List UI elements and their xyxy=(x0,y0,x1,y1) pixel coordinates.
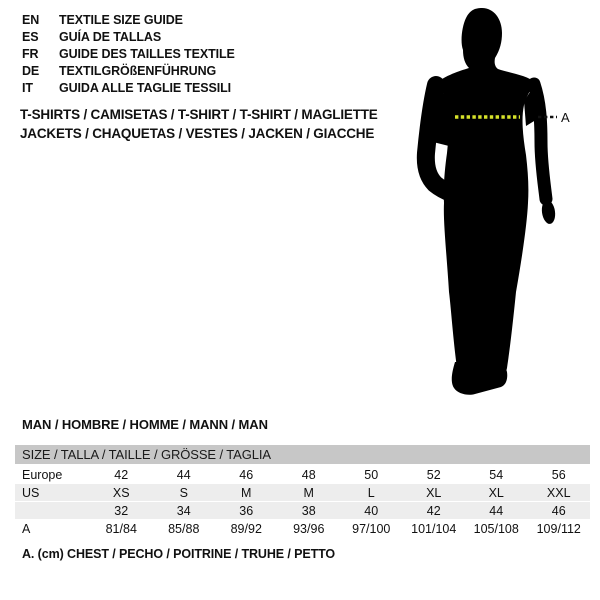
row-values xyxy=(90,522,590,536)
row-values xyxy=(90,486,590,500)
table-cell: 46 xyxy=(239,467,254,482)
language-row xyxy=(22,11,235,28)
table-cell: 40 xyxy=(364,503,379,518)
table-cell: 101/104 xyxy=(411,521,457,536)
measurement-footnote: A. (cm) CHEST / PECHO / POITRINE / TRUHE / PETTO xyxy=(22,547,336,561)
table-row xyxy=(15,519,590,537)
row-label: Europe xyxy=(22,467,63,482)
language-code: EN xyxy=(22,12,40,27)
silhouette-right-arm xyxy=(534,84,546,199)
table-cell: 93/96 xyxy=(293,521,325,536)
table-row xyxy=(15,465,590,483)
table-cell: 44 xyxy=(489,503,504,518)
table-cell: M xyxy=(303,485,314,500)
table-cell: 81/84 xyxy=(105,521,137,536)
table-cell: 56 xyxy=(551,467,566,482)
section-title-man: MAN / HOMBRE / HOMME / MANN / MAN xyxy=(22,417,268,432)
size-table xyxy=(15,445,590,537)
language-title: GUIDA ALLE TAGLIE TESSILI xyxy=(59,80,232,95)
size-table-body xyxy=(15,465,590,537)
language-code: IT xyxy=(22,80,33,95)
table-cell: 42 xyxy=(426,503,441,518)
table-cell: 50 xyxy=(364,467,379,482)
row-label: A xyxy=(22,521,31,536)
table-cell: L xyxy=(367,485,375,500)
table-cell: XL xyxy=(426,485,442,500)
table-cell: 97/100 xyxy=(352,521,391,536)
language-row xyxy=(22,62,235,79)
table-cell: XXL xyxy=(546,485,571,500)
garment-categories xyxy=(20,105,378,143)
language-guide-list xyxy=(22,11,235,96)
language-code: DE xyxy=(22,63,40,78)
table-cell: 85/88 xyxy=(168,521,200,536)
language-title: TEXTILGRÖßENFÜHRUNG xyxy=(59,63,217,78)
table-cell: 89/92 xyxy=(230,521,262,536)
category-line-jackets: JACKETS / CHAQUETAS / VESTES / JACKEN / GIACCHE xyxy=(20,126,375,141)
table-cell: 105/108 xyxy=(473,521,519,536)
table-cell: XS xyxy=(112,485,130,500)
measure-label: A xyxy=(561,110,570,125)
category-line-tshirts: T-SHIRTS / CAMISETAS / T-SHIRT / T-SHIRT / MAGLIETTE xyxy=(20,107,378,122)
language-row xyxy=(22,79,235,96)
row-values xyxy=(90,468,590,482)
row-label: US xyxy=(22,485,40,500)
table-cell: 48 xyxy=(301,467,316,482)
table-cell: 38 xyxy=(301,503,316,518)
size-table-header: SIZE / TALLA / TAILLE / GRÖSSE / TAGLIA xyxy=(15,445,590,464)
language-row xyxy=(22,45,235,62)
language-title: GUÍA DE TALLAS xyxy=(59,29,162,44)
table-cell: 54 xyxy=(489,467,504,482)
table-cell: 34 xyxy=(176,503,191,518)
table-cell: 32 xyxy=(114,503,129,518)
language-title: TEXTILE SIZE GUIDE xyxy=(59,12,183,27)
table-cell: 46 xyxy=(551,503,566,518)
man-silhouette xyxy=(405,6,580,398)
table-cell: S xyxy=(179,485,188,500)
table-cell: 44 xyxy=(176,467,191,482)
table-cell: 109/112 xyxy=(536,521,581,536)
language-title: GUIDE DES TAILLES TEXTILE xyxy=(59,46,235,61)
language-row xyxy=(22,28,235,45)
table-cell: XL xyxy=(488,485,504,500)
table-cell: 42 xyxy=(114,467,129,482)
table-row xyxy=(15,483,590,501)
row-values xyxy=(90,504,590,518)
table-cell: 52 xyxy=(426,467,441,482)
table-cell: 36 xyxy=(239,503,254,518)
table-row xyxy=(15,501,590,519)
language-code: ES xyxy=(22,29,39,44)
table-cell: M xyxy=(241,485,252,500)
language-code: FR xyxy=(22,46,39,61)
